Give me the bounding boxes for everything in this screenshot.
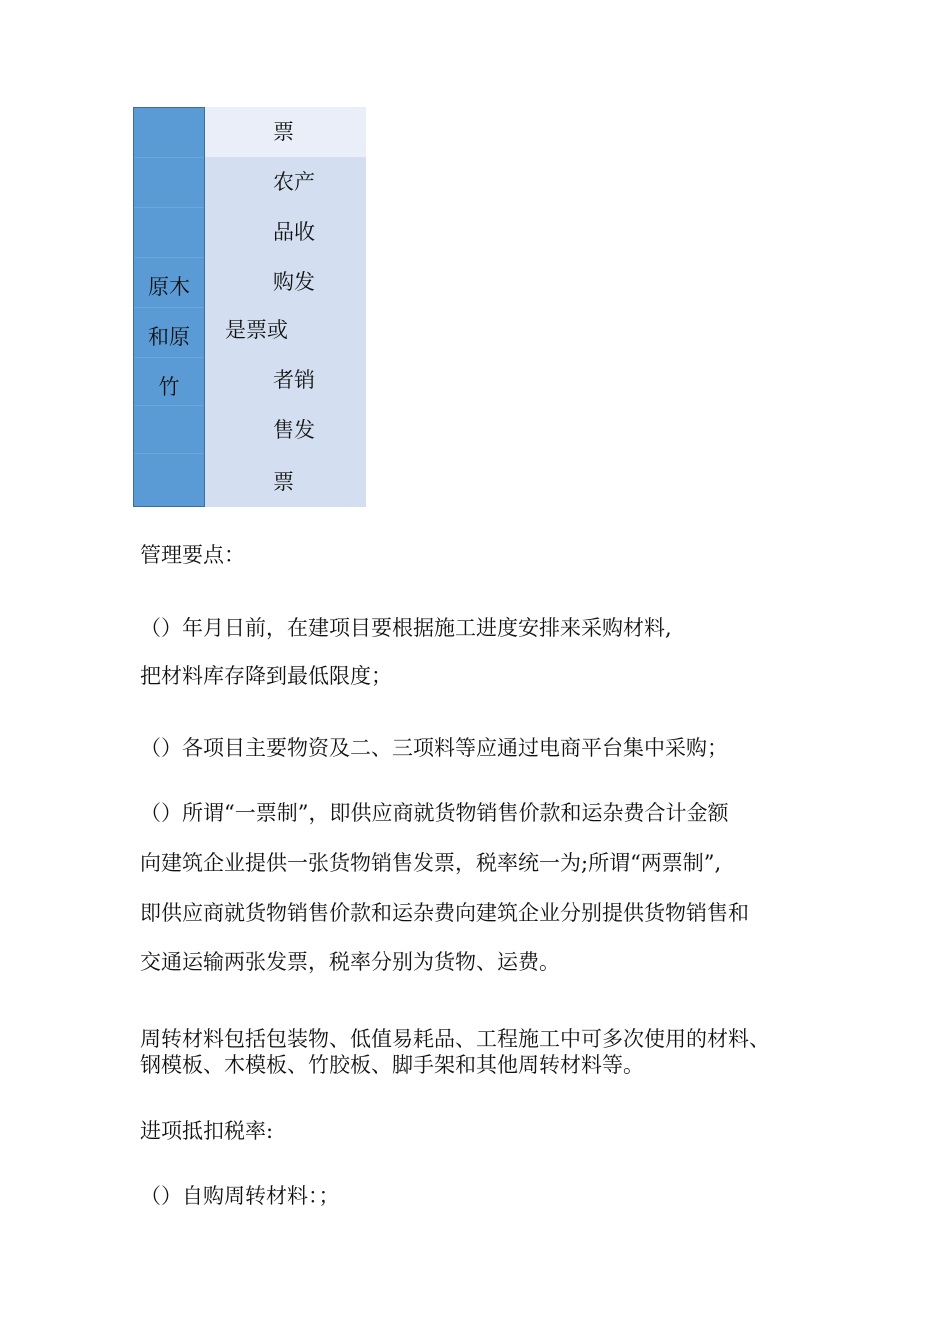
- item3-line3: 即供应商就货物销售价款和运杂费向建筑企业分别提供货物销售和: [140, 901, 749, 925]
- item3-line4: 交通运输两张发票，税率分别为货物、运费。: [140, 950, 560, 974]
- right-line: 购发: [273, 270, 315, 294]
- left-line: 竹: [158, 375, 180, 399]
- left-line: 和原: [148, 325, 190, 349]
- item2: （）各项目主要物资及二、三项料等应通过电商平台集中采购；: [140, 736, 728, 760]
- right-line: 售发: [273, 418, 315, 442]
- material-table: [133, 107, 366, 507]
- item1-line1: （）年月日前，在建项目要根据施工进度安排来采购材料,: [140, 616, 672, 640]
- right-top-text: 票: [273, 120, 294, 144]
- para1-line1: 周转材料包括包装物、低值易耗品、工程施工中可多次使用的材料、: [140, 1027, 770, 1051]
- right-line: 是票或: [225, 318, 288, 342]
- table-left-text: [133, 262, 205, 412]
- item3-line1: （）所谓“一票制”，即供应商就货物销售价款和运杂费合计金额: [140, 801, 729, 825]
- para1-line2: 钢模板、木模板、竹胶板、脚手架和其他周转材料等。: [140, 1053, 644, 1077]
- heading-management-points: 管理要点：: [140, 543, 245, 567]
- right-line: 票: [273, 470, 294, 494]
- right-line: 农产: [273, 170, 315, 194]
- item4: （）自购周转材料：；: [140, 1184, 340, 1208]
- right-line: 品收: [273, 220, 315, 244]
- left-line: 原木: [148, 275, 190, 299]
- item1-line2: 把材料库存降到最低限度；: [140, 664, 392, 688]
- heading-input-tax-rate: 进项抵扣税率:: [140, 1119, 274, 1143]
- right-line: 者销: [273, 368, 315, 392]
- item3-line2: 向建筑企业提供一张货物销售发票，税率统一为;所谓“两票制”,: [140, 851, 722, 875]
